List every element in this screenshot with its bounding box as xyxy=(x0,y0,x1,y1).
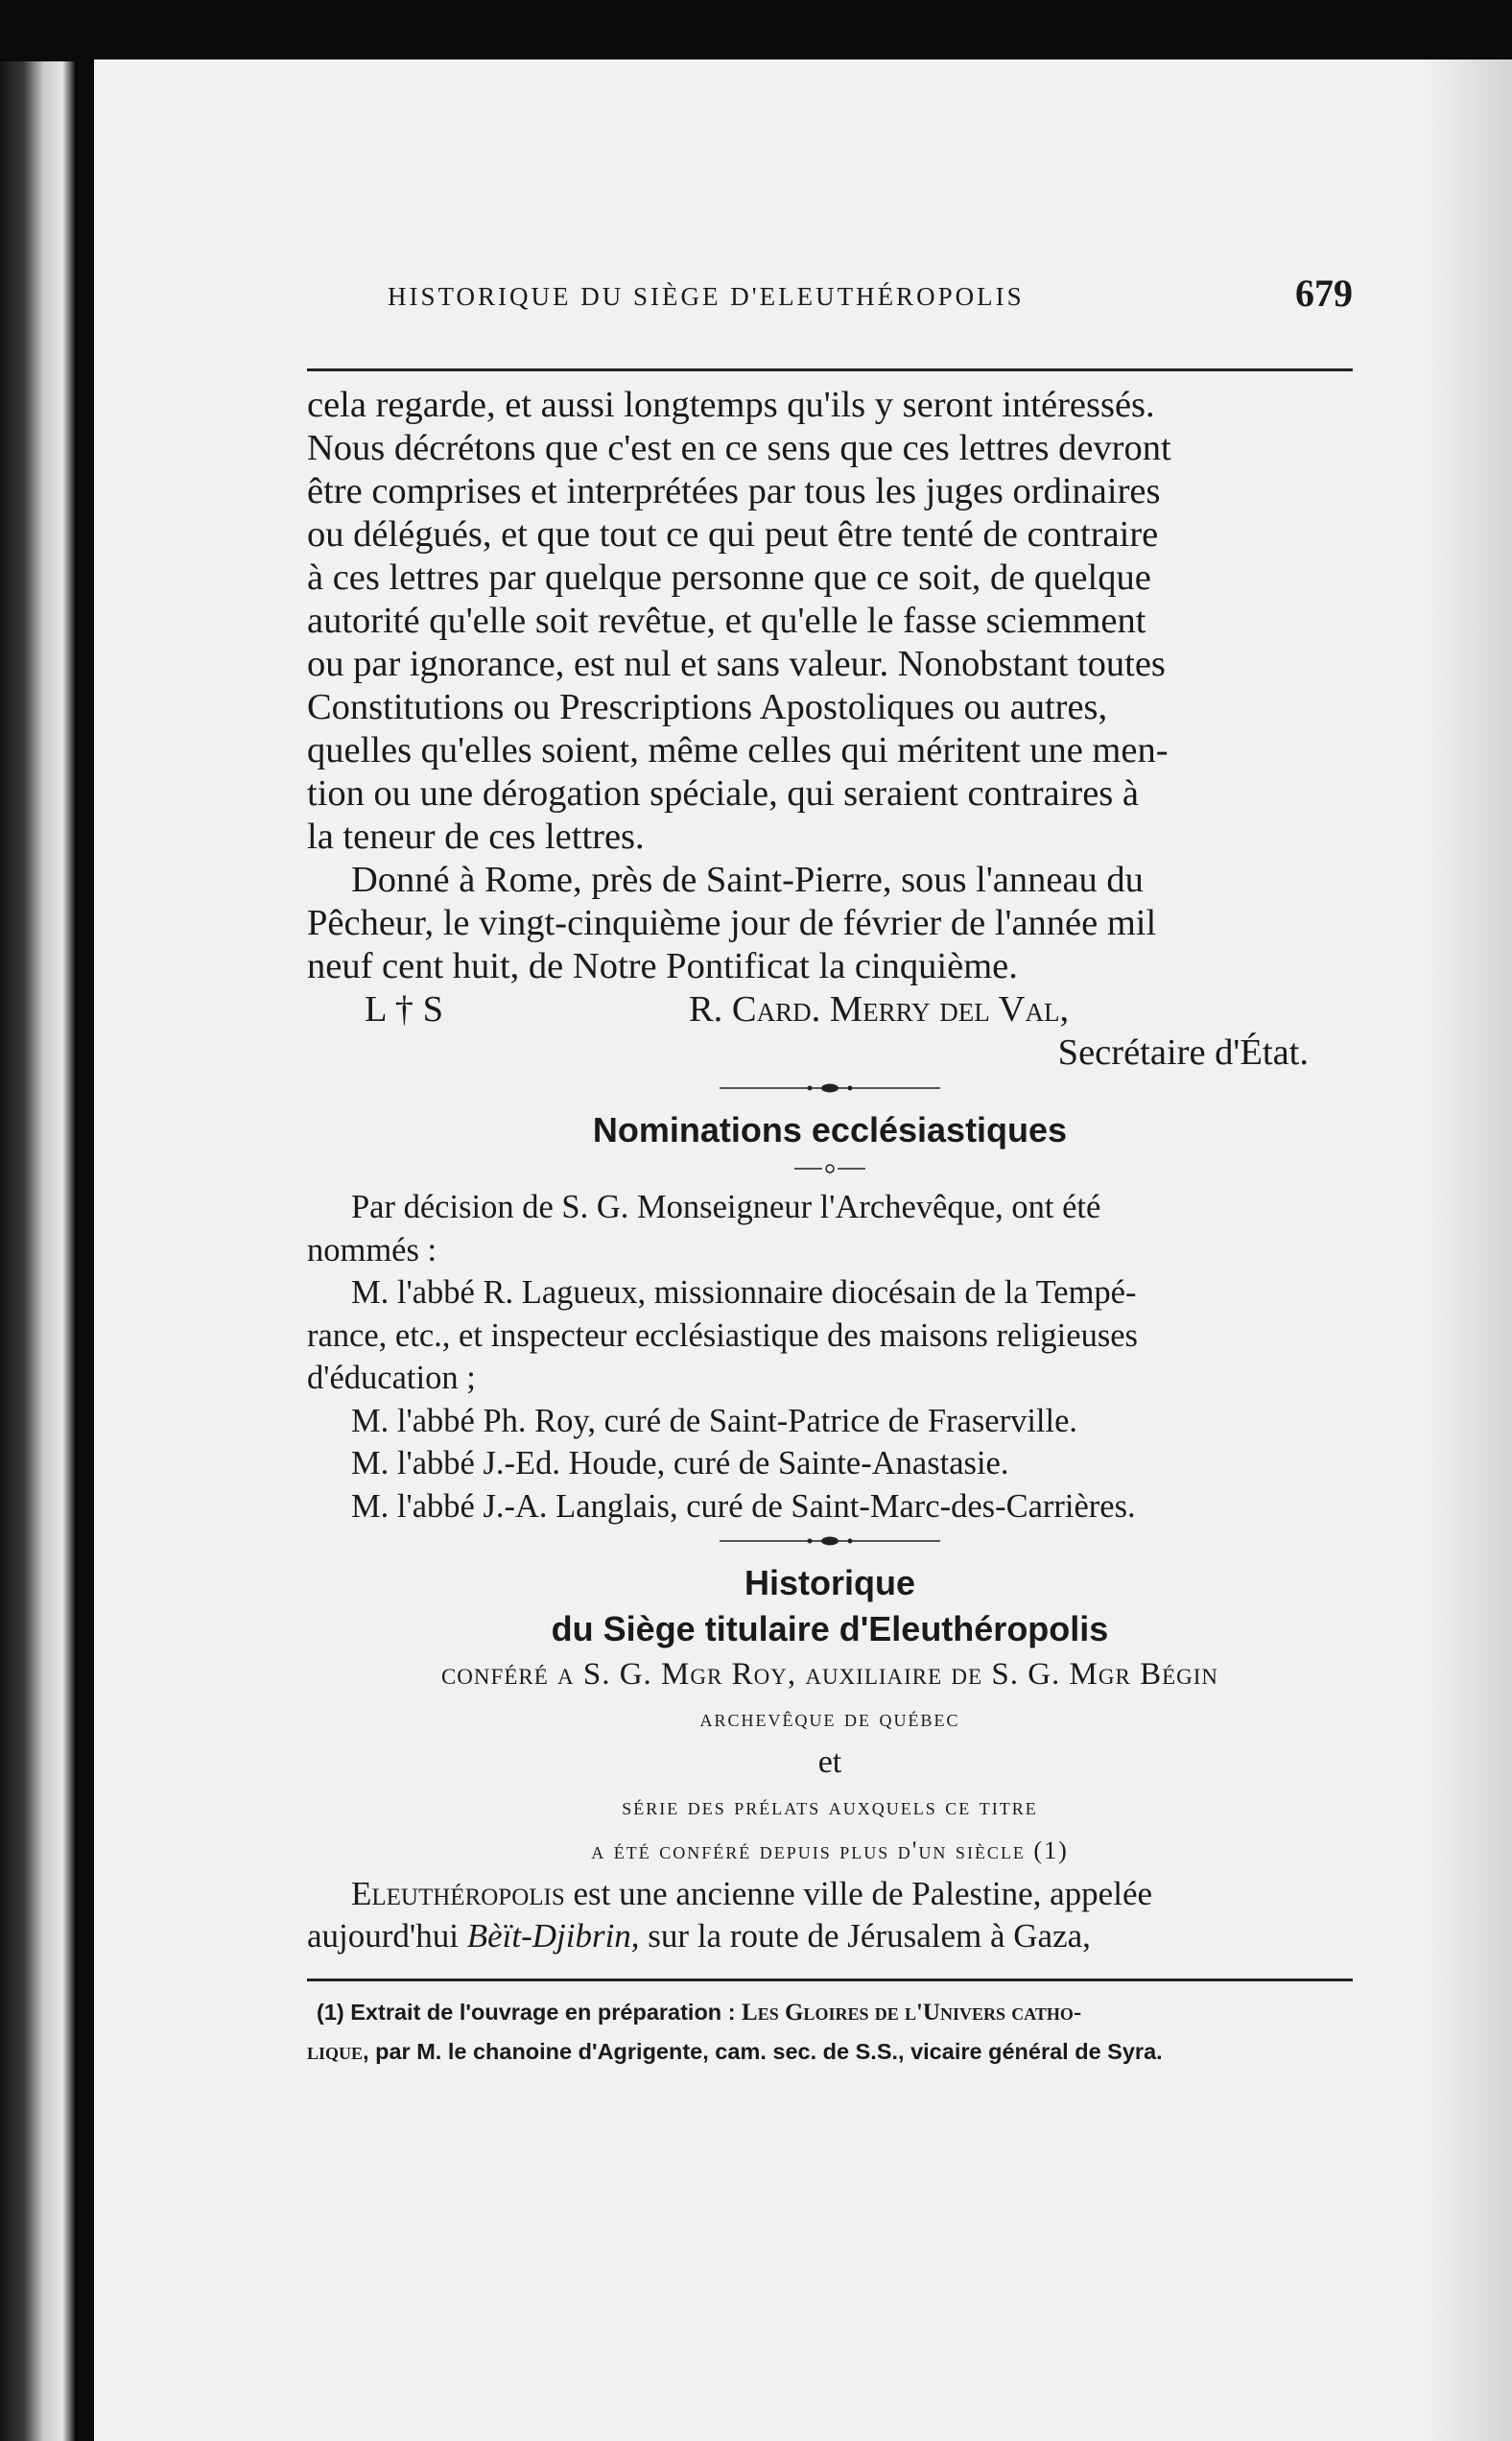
place-name: Bèït-Djibrin, xyxy=(466,1917,640,1955)
ornament-divider-icon xyxy=(720,1082,940,1094)
text-line: être comprises et interprétées par tous les juges ordinaires xyxy=(307,471,1161,511)
historique-subtitle: archevêque de québec xyxy=(699,1704,960,1732)
text-span: (1) Extrait de l'ouvrage en préparation : xyxy=(317,2000,743,2025)
signer-title: Secrétaire d'État. xyxy=(1057,1032,1309,1073)
text-line xyxy=(307,2032,1353,2072)
historique-subtitle: conféré a S. G. Mgr Roy, auxiliaire de S. G. Mgr Bégin xyxy=(440,1657,1219,1692)
text-line: Pêcheur, le vingt-cinquième jour de février de l'année mil xyxy=(307,903,1157,943)
main-text xyxy=(307,384,1353,2072)
ornament-divider-icon xyxy=(720,1535,940,1547)
text-line: rance, etc., et inspecteur ecclésiastique des maisons religieuses xyxy=(307,1316,1138,1354)
list-item: M. l'abbé Ph. Roy, curé de Saint-Patrice de Fraserville. xyxy=(351,1402,1078,1439)
text-line: ou délégués, et que tout ce qui peut être tenté de contraire xyxy=(307,514,1159,555)
text-line: nommés : xyxy=(307,1231,437,1268)
historique-title-2: du Siège titulaire d'Eleuthéropolis xyxy=(551,1609,1109,1648)
signer-name: R. Card. Merry del Val, xyxy=(689,989,1070,1030)
text-line: à ces lettres par quelque personne que ce soit, de quelque xyxy=(307,557,1151,598)
historique-subtitle: série des prélats auxquels ce titre xyxy=(622,1792,1038,1820)
page-number: 679 xyxy=(1295,272,1353,315)
seal-mark: L † S xyxy=(365,989,444,1030)
text-line: M. l'abbé R. Lagueux, missionnaire diocésain de la Tempé- xyxy=(351,1274,1137,1311)
footnote-rule xyxy=(307,1979,1353,1981)
running-head xyxy=(307,265,1353,332)
closing-paragraph xyxy=(307,859,1353,988)
nominations-title: Nominations ecclésiastiques xyxy=(592,1110,1068,1149)
adjacent-page-edge xyxy=(0,61,75,2441)
text-line: Constitutions ou Prescriptions Apostoliques ou autres, xyxy=(307,687,1108,727)
text-line xyxy=(307,1873,1353,1915)
historique-subtitle: a été conféré depuis plus d'un siècle (1) xyxy=(591,1837,1069,1864)
circle-rule-icon xyxy=(794,1163,865,1174)
title-rule xyxy=(307,1153,1353,1186)
list-item: M. l'abbé J.-Ed. Houde, curé de Sainte-Anastasie. xyxy=(351,1445,1009,1481)
signature-line xyxy=(307,988,1353,1031)
text-span: Les Gloires de l'Univers catho- xyxy=(742,2000,1082,2026)
text-line: quelles qu'elles soient, même celles qui méritent une men- xyxy=(307,730,1169,770)
lead-word: Eleuthéropolis xyxy=(351,1875,565,1912)
section-ornament xyxy=(307,1075,1353,1107)
header-rule xyxy=(307,368,1353,371)
text-line: autorité qu'elle soit revêtue, et qu'elle le fasse sciemment xyxy=(307,601,1146,641)
text-span: lique xyxy=(307,2039,364,2065)
historique-paragraph xyxy=(307,1873,1353,1957)
footnote xyxy=(307,1993,1353,2072)
page-shadow xyxy=(1426,59,1512,2441)
historique-conjunction: et xyxy=(817,1744,842,1780)
text-span: , par M. le chanoine d'Agrigente, cam. sec. de S.S., vicaire général de Syra. xyxy=(363,2039,1163,2064)
list-item: M. l'abbé J.-A. Langlais, curé de Saint-Marc-des-Carrières. xyxy=(351,1487,1136,1525)
text-line: Nous décrétons que c'est en ce sens que ces lettres devront xyxy=(307,428,1171,468)
text-line: Donné à Rome, près de Saint-Pierre, sous l'anneau du xyxy=(351,860,1144,900)
text-line: tion ou une dérogation spéciale, qui seraient contraires à xyxy=(307,773,1140,814)
letter-paragraph xyxy=(307,384,1353,859)
text-span: aujourd'hui xyxy=(307,1917,467,1955)
text-span: sur la route de Jérusalem à Gaza, xyxy=(639,1917,1091,1955)
section-ornament xyxy=(307,1528,1353,1560)
text-line: Par décision de S. G. Monseigneur l'Archevêque, ont été xyxy=(351,1189,1101,1225)
text-span: est une ancienne ville de Palestine, appelée xyxy=(564,1875,1153,1912)
text-line: la teneur de ces lettres. xyxy=(307,817,645,857)
text-line xyxy=(307,1993,1353,2032)
text-line xyxy=(307,1915,1353,1957)
running-title: HISTORIQUE DU SIÈGE D'ELEUTHÉROPOLIS xyxy=(388,282,1025,311)
list-item xyxy=(307,1271,1353,1400)
nominations-list xyxy=(307,1186,1353,1528)
text-line: ou par ignorance, est nul et sans valeur. Nonobstant toutes xyxy=(307,644,1166,684)
text-line: d'éducation ; xyxy=(307,1360,476,1396)
historique-title: Historique xyxy=(744,1563,915,1602)
book-page xyxy=(94,59,1512,2441)
text-line: cela regarde, et aussi longtemps qu'ils y seront intéressés. xyxy=(307,385,1155,425)
text-line: neuf cent huit, de Notre Pontificat la cinquième. xyxy=(307,946,1018,986)
